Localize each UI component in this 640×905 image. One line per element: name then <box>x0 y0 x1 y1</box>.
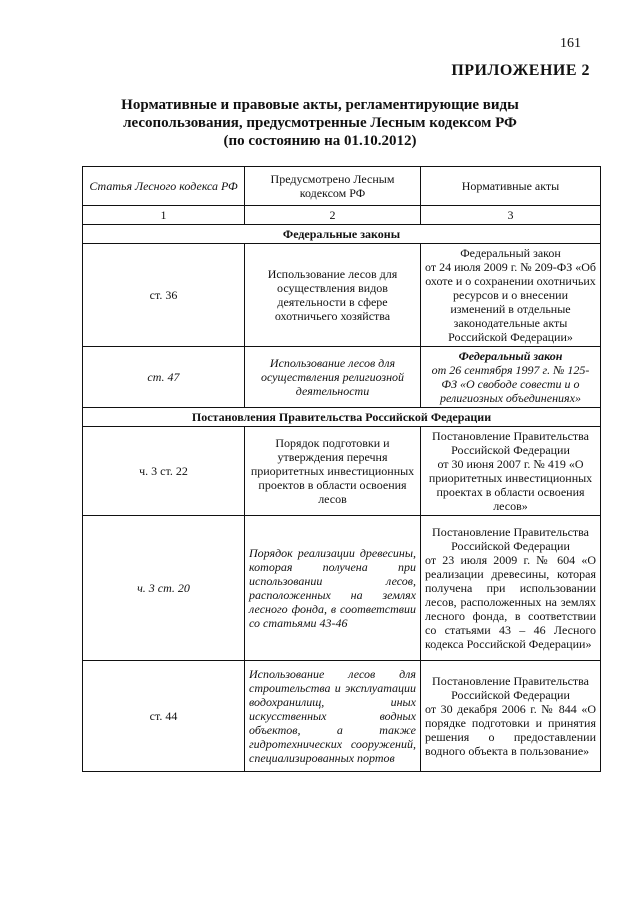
document-title <box>100 96 540 150</box>
table-row <box>83 516 601 661</box>
header-article: Статья Лесного кодекса РФ <box>83 167 245 206</box>
act-text: от 30 июня 2007 г. № 419 «О приоритетных инвестиционных проектах в области освоения лесов» <box>428 457 593 513</box>
act-heading: Постановление Правительства Российской Федерации <box>432 525 589 553</box>
table-row <box>83 661 601 772</box>
act-text: от 24 июля 2009 г. № 209-ФЗ «Об охоте и о сохранении охотничьих ресурсов и о внесении изменений в отдельные законодательные акты Российской Федерации» <box>425 260 596 344</box>
header-provision: Предусмотрено Лесным кодексом РФ <box>245 167 421 206</box>
table-row <box>83 244 601 347</box>
column-number: 2 <box>245 206 421 225</box>
article-cell: ст. 36 <box>83 244 245 347</box>
title-line: лесопользования, предусмотренные Лесным кодексом РФ <box>123 115 517 131</box>
act-heading: Федеральный закон <box>458 349 563 363</box>
act-heading: Постановление Правительства Российской Федерации <box>432 429 589 457</box>
act-text: от 26 сентября 1997 г. № 125-ФЗ «О свободе совести и о религиозных объединениях» <box>431 363 590 405</box>
page-number: 161 <box>560 36 581 51</box>
article-cell: ч. 3 ст. 22 <box>83 427 245 516</box>
section-row <box>83 408 601 427</box>
header-acts: Нормативные акты <box>421 167 601 206</box>
article-cell: ст. 44 <box>83 661 245 772</box>
article-cell: ч. 3 ст. 20 <box>83 516 245 661</box>
article-cell: ст. 47 <box>83 347 245 408</box>
provision-cell: Порядок подготовки и утверждения перечня приоритетных инвестиционных проектов в области освоения лесов <box>245 427 421 516</box>
act-heading: Федеральный закон <box>460 246 561 260</box>
provision-cell: Использование лесов для осуществления религиозной деятельности <box>245 347 421 408</box>
table-row <box>83 347 601 408</box>
provision-cell: Порядок реализации древесины, которая получена при использовании лесов, расположенных на землях лесного фонда, в соответствии со статьями 43-46 <box>245 516 421 661</box>
act-cell <box>421 347 601 408</box>
title-line: Нормативные и правовые акты, регламентирующие виды <box>121 97 519 113</box>
appendix-label: ПРИЛОЖЕНИЕ 2 <box>451 62 590 79</box>
section-government-decrees: Постановления Правительства Российской Федерации <box>83 408 601 427</box>
act-cell <box>421 516 601 661</box>
table-header-row <box>83 167 601 206</box>
act-cell <box>421 427 601 516</box>
act-cell <box>421 661 601 772</box>
provision-cell: Использование лесов для осуществления видов деятельности в сфере охотничьего хозяйства <box>245 244 421 347</box>
column-number: 3 <box>421 206 601 225</box>
column-number: 1 <box>83 206 245 225</box>
section-federal-laws: Федеральные законы <box>83 225 601 244</box>
section-row <box>83 225 601 244</box>
act-heading: Постановление Правительства Российской Федерации <box>432 674 589 702</box>
act-cell <box>421 244 601 347</box>
act-text: от 30 декабря 2006 г. № 844 «О порядке подготовки и принятия решения о предоставлении водного объекта в пользование» <box>425 702 596 758</box>
provision-cell: Использование лесов для строительства и эксплуатации водохранилищ, иных искусственных водных объектов, а также гидротехнических сооружений, специализированных портов <box>245 661 421 772</box>
normative-acts-table <box>82 166 601 772</box>
title-line: (по состоянию на 01.10.2012) <box>223 133 417 149</box>
column-number-row <box>83 206 601 225</box>
act-text: от 23 июля 2009 г. № 604 «О реализации древесины, которая получена при использовании лесов, расположенных на землях лесного фонда, в соответствии со статьями 43 – 46 Лесного кодекса Российской Федерации» <box>425 553 596 651</box>
table-row <box>83 427 601 516</box>
